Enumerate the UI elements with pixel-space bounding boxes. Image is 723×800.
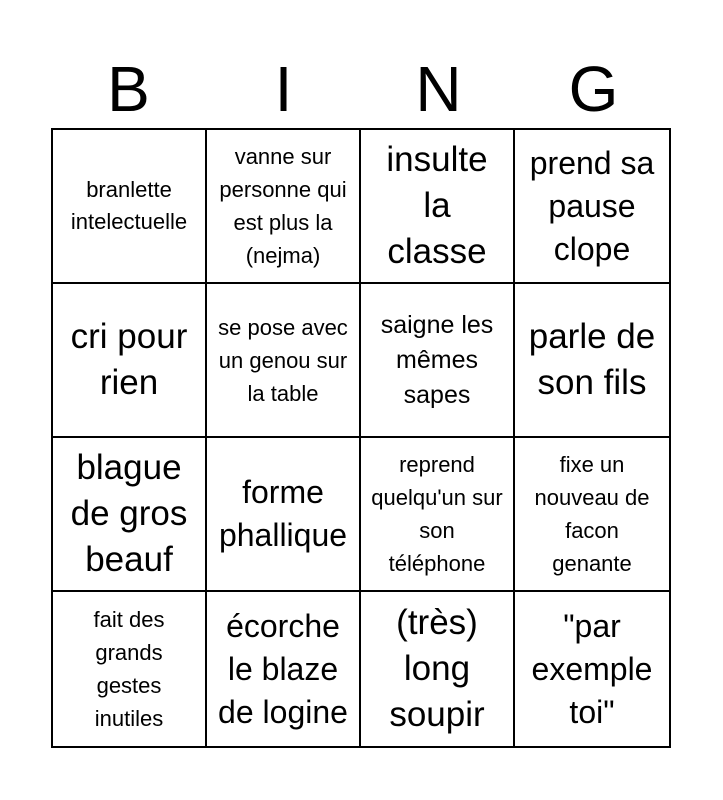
cell-text: écorche le blaze de logine — [218, 607, 348, 730]
cell-text: vanne sur personne qui est plus la (nejma) — [219, 144, 347, 268]
cell-text: cri pour rien — [70, 317, 188, 402]
cell-text: parle de son fils — [528, 317, 656, 402]
bingo-cell-1-2[interactable] — [207, 130, 361, 284]
bingo-cell-4-3[interactable] — [361, 592, 515, 746]
header-letter-i: I — [274, 53, 293, 125]
bingo-cell-3-1[interactable] — [53, 438, 207, 592]
bingo-cell-3-3[interactable] — [361, 438, 515, 592]
bingo-cell-4-4[interactable] — [515, 592, 669, 746]
bingo-board — [51, 128, 671, 748]
bingo-cell-4-1[interactable] — [53, 592, 207, 746]
header-letter-n: N — [415, 53, 462, 125]
cell-text: fixe un nouveau de facon genante — [534, 452, 650, 576]
bingo-cell-3-4[interactable] — [515, 438, 669, 592]
bingo-cell-4-2[interactable] — [207, 592, 361, 746]
cell-text: saigne les mêmes sapes — [380, 310, 494, 409]
bingo-cell-2-4[interactable] — [515, 284, 669, 438]
bingo-header — [51, 50, 671, 128]
cell-text: se pose avec un genou sur la table — [218, 314, 348, 406]
bingo-cell-2-1[interactable] — [53, 284, 207, 438]
header-letter-b: B — [107, 53, 150, 125]
cell-text: forme phallique — [218, 474, 348, 553]
header-letter-g: G — [568, 53, 619, 125]
cell-text: reprend quelqu'un sur son téléphone — [371, 452, 503, 576]
cell-text: "par exemple toi" — [531, 607, 653, 730]
bingo-cell-1-4[interactable] — [515, 130, 669, 284]
cell-text: blague de gros beauf — [70, 448, 188, 579]
cell-text: insulte la classe — [386, 140, 488, 271]
bingo-cell-2-2[interactable] — [207, 284, 361, 438]
bingo-cell-2-3[interactable] — [361, 284, 515, 438]
bingo-cell-3-2[interactable] — [207, 438, 361, 592]
cell-text: branlette intelectuelle — [70, 177, 188, 234]
cell-text: prend sa pause clope — [529, 144, 655, 267]
cell-text: fait des grands gestes inutiles — [93, 607, 165, 731]
bingo-cell-1-3[interactable] — [361, 130, 515, 284]
bingo-cell-1-1[interactable] — [53, 130, 207, 284]
cell-text: (très) long soupir — [389, 603, 485, 734]
